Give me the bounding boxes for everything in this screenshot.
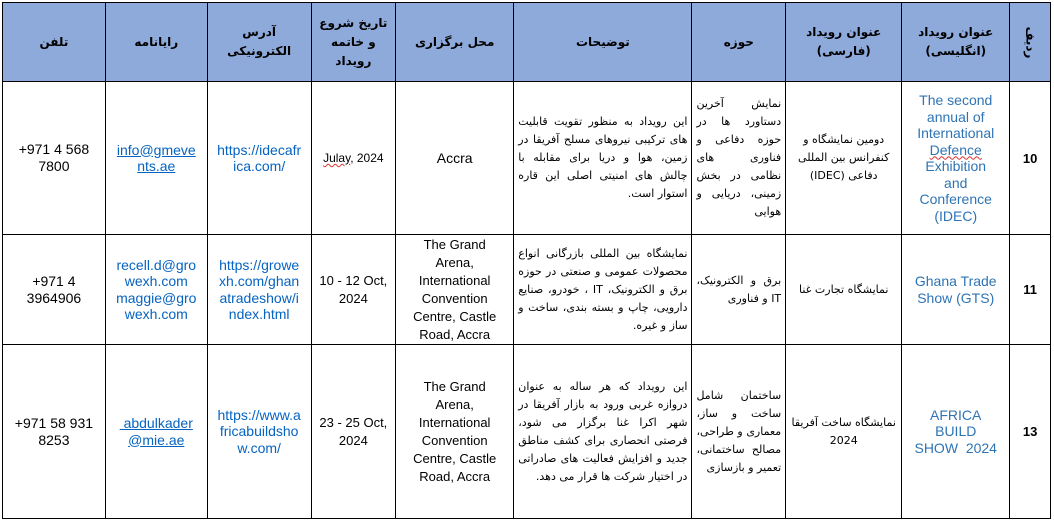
phone-cell	[3, 82, 106, 235]
date-month-misspelled: Julay	[323, 151, 351, 165]
title-en-line: BUILD	[935, 423, 977, 440]
email-cell[interactable]	[105, 345, 207, 519]
phone-line: 3964906	[26, 289, 82, 306]
email-cell[interactable]	[105, 235, 207, 345]
email-link-line[interactable]: maggie@gro	[116, 289, 197, 306]
header-venue: محل برگزاری	[396, 3, 514, 82]
phone-line: 7800	[38, 158, 70, 174]
title-en-line: International	[917, 125, 995, 141]
title-en-line: SHOW 2024	[914, 439, 997, 456]
header-row	[3, 3, 1051, 82]
row-number: 11	[1010, 235, 1051, 345]
header-description: توضیحات	[514, 3, 692, 82]
date-cell	[311, 82, 396, 235]
description-cell: این رویداد به منظور تقویت قابلیت های ترکیبی نیروهای مسلح آفریقا در زمین، هوا و دریا برای مقابله با چالش های امنیتی اصلی این قاره استوار است.	[514, 82, 692, 235]
email-cell[interactable]	[105, 82, 207, 235]
header-dates: تاریخ شروع و خاتمه رویداد	[311, 3, 396, 82]
venue-line: Arena,	[435, 396, 474, 412]
website-link-line[interactable]: w.com/	[237, 439, 281, 456]
venue-line: International	[418, 272, 491, 288]
website-link-line[interactable]: atradeshow/i	[219, 289, 299, 306]
title-en-line: Show (GTS)	[917, 289, 995, 306]
venue-cell: Accra	[396, 82, 514, 235]
table-row	[3, 345, 1051, 519]
header-row-number-label: ردیف	[1023, 26, 1038, 58]
website-link-line[interactable]: https://idecafr	[217, 141, 302, 158]
venue-line: Centre, Castle	[413, 450, 497, 466]
phone-cell	[3, 345, 106, 519]
venue-line: Convention	[421, 290, 488, 306]
email-link-line[interactable]: info@gmeve	[116, 141, 196, 158]
website-link-line[interactable]: https://growe	[219, 256, 300, 273]
phone-line: +971 4 568	[18, 141, 90, 157]
email-link-line[interactable]: abdulkader	[119, 415, 193, 431]
header-title-fa: عنوان رویداد (فارسی)	[786, 3, 902, 82]
description-cell: نمایشگاه بین المللی بازرگانی انواع محصولات عمومی و صنعتی در حوزه برق و الکترونیک، IT ، خودرو، صنایع دارویی، چاپ و بسته بندی، ساخت و ساز و غیره.	[514, 235, 692, 345]
description-cell: این رویداد که هر ساله به عنوان دروازه غربی ورود به بازار آفریقا در شهر اکرا غنا برگزار می شود، فرصتی انحصاری برای کشف مناطق جدید و افزایش فعالیت های صادراتی در اختیار شرکت ها قرار می دهد.	[514, 345, 692, 519]
title-fa-cell: نمایشگاه تجارت غنا	[786, 235, 902, 345]
date-line: 10 - 12 Oct,	[319, 272, 388, 288]
title-en-line: Conference	[919, 191, 992, 207]
website-link-line[interactable]: https://www.a	[217, 406, 301, 423]
phone-line: +971 4	[32, 272, 76, 289]
phone-line: +971 58 931	[14, 414, 94, 431]
title-en-line: AFRICA	[930, 406, 982, 423]
title-fa-cell: دومین نمایشگاه و کنفرانس بین المللی دفاعی (IDEC)	[786, 82, 902, 235]
email-link-line[interactable]: nts.ae	[137, 158, 176, 174]
title-en-line: The second	[919, 92, 993, 108]
venue-cell	[396, 345, 514, 519]
title-en-line: and	[944, 174, 968, 191]
title-en-line: Ghana Trade	[914, 273, 997, 289]
title-en-line: (IDEC)	[934, 207, 978, 224]
row-number: 13	[1010, 345, 1051, 519]
row-number: 10	[1010, 82, 1051, 235]
table-row	[3, 82, 1051, 235]
header-email: رایانامه	[105, 3, 207, 82]
email-link-line[interactable]: @mie.ae	[128, 431, 185, 448]
date-line: 23 - 25 Oct,	[319, 414, 388, 430]
date-cell	[311, 345, 396, 519]
venue-line: The Grand	[423, 236, 486, 252]
website-cell[interactable]	[207, 235, 311, 345]
field-cell: برق و الکترونیک، IT و فناوری	[692, 235, 786, 345]
email-link-line[interactable]: recell.d@gro	[116, 256, 197, 273]
field-cell: ساختمان شامل ساخت و ساز، معماری و طراحی، مصالح ساختمانی، تعمیر و بازسازی	[692, 345, 786, 519]
header-field: حوزه	[692, 3, 786, 82]
title-en-cell	[902, 235, 1010, 345]
events-table	[2, 2, 1051, 519]
header-row-number	[1010, 3, 1051, 82]
website-link-line[interactable]: fricabuildsho	[219, 423, 299, 440]
website-link-line[interactable]: ica.com/	[233, 158, 286, 174]
date-line: 2024	[338, 290, 368, 306]
title-en-cell	[902, 82, 1010, 235]
website-cell[interactable]	[207, 345, 311, 519]
date-year: , 2024	[350, 151, 384, 165]
venue-cell	[396, 235, 514, 345]
venue-line: International	[418, 414, 491, 430]
date-line: 2024	[338, 432, 368, 448]
title-en-line: Defence	[929, 141, 982, 158]
venue-line: Road, Accra	[419, 326, 491, 342]
field-cell: نمایش آخرین دستاورد ها در حوزه دفاعی و فناوری های نظامی در بخش زمینی، دریایی و هوایی	[692, 82, 786, 235]
phone-line: 8253	[38, 431, 70, 448]
venue-line: Road, Accra	[419, 468, 491, 484]
phone-cell	[3, 235, 106, 345]
title-fa-cell: نمایشگاه ساخت آفریقا 2024	[786, 345, 902, 519]
header-title-en: عنوان رویداد (انگلیسی)	[902, 3, 1010, 82]
title-en-cell	[902, 345, 1010, 519]
title-en-line: annual of	[926, 108, 985, 125]
venue-line: Convention	[421, 432, 488, 448]
venue-line: The Grand	[423, 378, 486, 394]
website-link-line[interactable]: ndex.html	[228, 306, 290, 322]
email-link-line[interactable]: wexh.com	[124, 273, 188, 289]
website-cell[interactable]	[207, 82, 311, 235]
date-cell	[311, 235, 396, 345]
email-link-line[interactable]: wexh.com	[124, 306, 188, 322]
table-row	[3, 235, 1051, 345]
title-en-line: Exhibition	[925, 158, 987, 174]
header-phone: تلفن	[3, 3, 106, 82]
website-link-line[interactable]: xh.com/ghan	[219, 273, 300, 289]
venue-line: Arena,	[435, 254, 474, 270]
header-web: آدرس الکترونیکی	[207, 3, 311, 82]
venue-line: Centre, Castle	[413, 308, 497, 324]
